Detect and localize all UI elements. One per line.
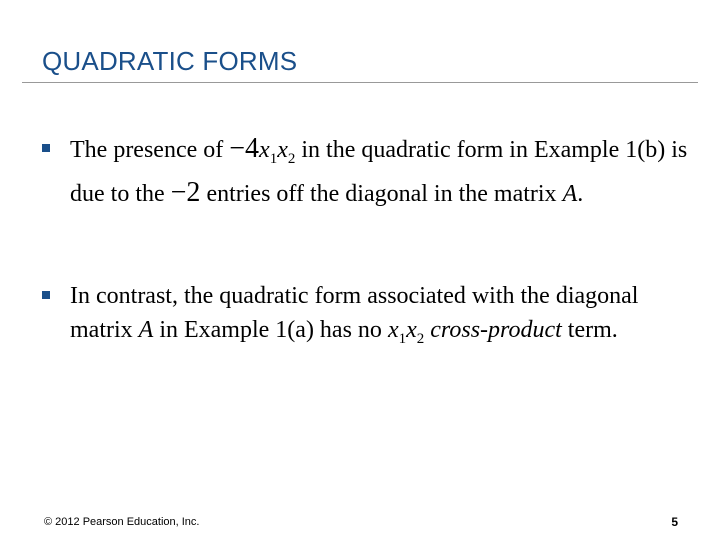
bullet-square-icon — [42, 144, 50, 152]
math-term-minus2: −2 — [170, 176, 201, 208]
copyright-footer: © 2012 Pearson Education, Inc. — [44, 516, 200, 528]
math-term-4x1x2: $-4x_1x_2$ — [229, 133, 296, 167]
bullet-1-text-b: in the quadratic form in Example 1(b) is due to the — [70, 137, 688, 207]
bullet-square-icon — [42, 291, 50, 299]
slide-title: QUADRATIC FORMS — [42, 46, 298, 76]
cross-product-emphasis: cross-product — [430, 317, 562, 343]
page-number: 5 — [671, 515, 678, 529]
bullet-2-text-b: in Example 1(a) has no — [153, 317, 388, 343]
bullet-1-text-d: . — [577, 180, 584, 207]
bullet-2-text-d: term. — [561, 317, 618, 343]
bullet-2-text-a: In contrast, the quadratic form associated with the diagonal matrix — [70, 283, 639, 343]
bullet-1-text-c: entries off the diagonal in the matrix — [200, 180, 563, 207]
math-term-x1x2: $x_1x_2$ — [387, 317, 425, 347]
matrix-a-label: A — [562, 180, 578, 207]
bullet-1 — [70, 132, 690, 211]
matrix-a-label: A — [138, 317, 154, 343]
title-divider — [22, 82, 698, 83]
bullet-1-text-a: The presence of — [70, 137, 230, 163]
bullet-2 — [70, 279, 690, 356]
